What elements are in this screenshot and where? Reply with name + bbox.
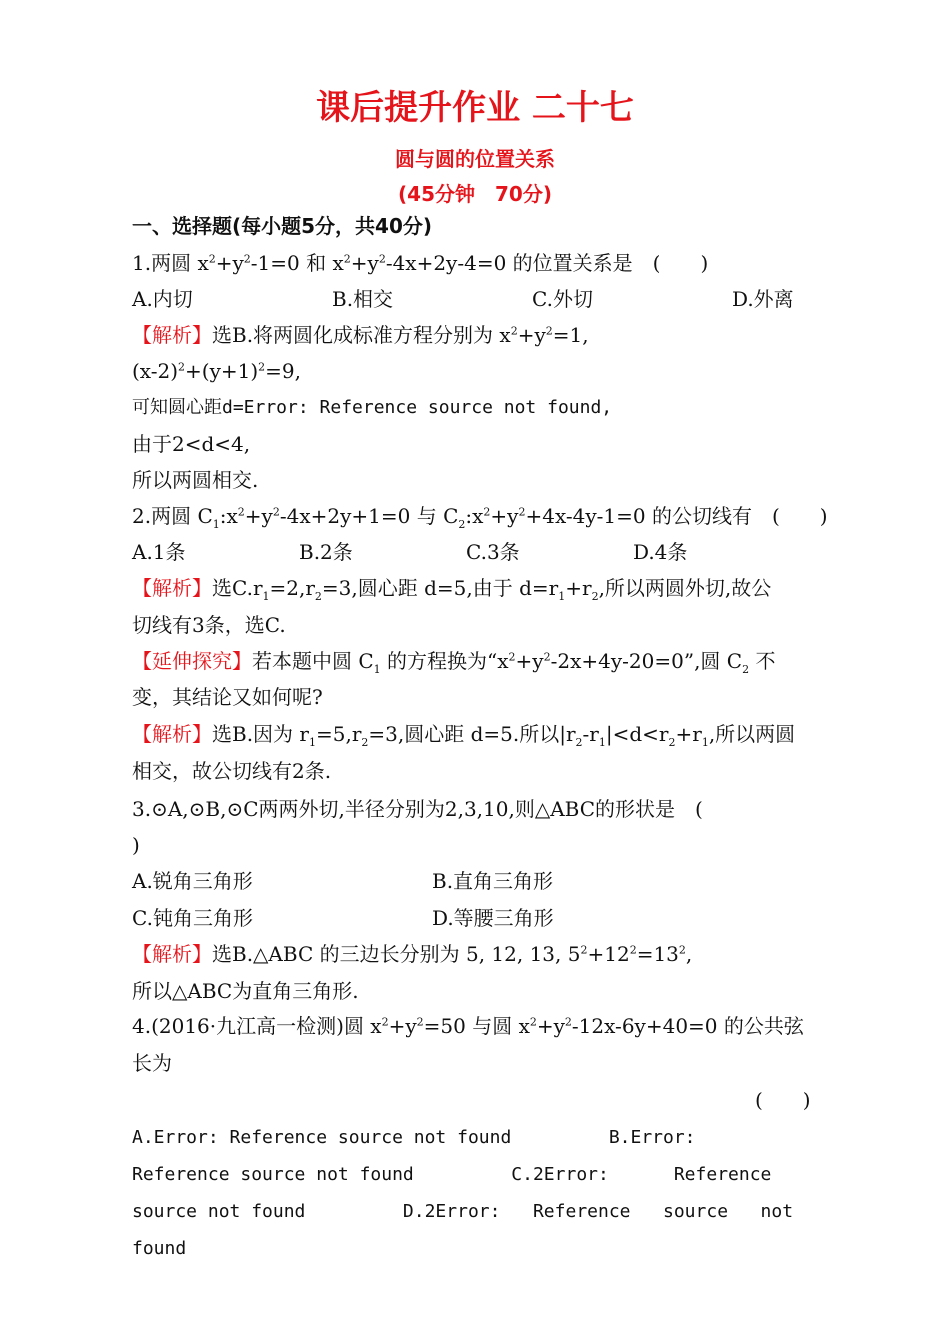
q3-solution-tag: 【解析】 xyxy=(132,942,212,966)
q1-solution-tag: 【解析】 xyxy=(132,323,212,347)
q3-solution-2: 所以△ABC为直角三角形. xyxy=(132,979,359,1003)
q4-options-line-4: found xyxy=(132,1238,187,1259)
q2-option-c[interactable]: C.3条 xyxy=(466,540,520,564)
q1-option-d[interactable]: D.外离 xyxy=(732,287,794,311)
subtitle: 圆与圆的位置关系 xyxy=(395,147,555,171)
q2-extension-solution-tag: 【解析】 xyxy=(132,722,212,746)
q2-solution-1: 【解析】选$C.r_1=2,r_2=3$,圆心距 d=5,由于 $d=r_1+r_2$,所以两圆外切,故公 xyxy=(132,576,772,603)
q2-solution-tag: 【解析】 xyxy=(132,576,212,600)
time-score: (45分钟 70分) xyxy=(398,182,552,206)
q2-extension-1: 【延伸探究】若本题中圆 $C_1$ 的方程换为“$x^2+y^2-2x+4y-20=0$”,圆 $C_2$ 不 xyxy=(132,649,776,676)
q2-extension-tag: 【延伸探究】 xyxy=(132,649,252,673)
q4-stem-2: 长为 xyxy=(132,1051,172,1075)
q2-option-a[interactable]: A.1条 xyxy=(132,540,186,564)
q1-solution-3: 由于2<d<4, xyxy=(132,432,251,456)
q2-extension-solution-1: 【解析】选B.因为 $r_1=5,r_2=3$,圆心距 d=5.所以$|r_2-r_1|<d<r_2+r_1$,所以两圆 xyxy=(132,722,796,749)
q4-answer-paren: ( ) xyxy=(755,1088,811,1112)
q1-solution-2: 可知圆心距d=Error: Reference source not found, xyxy=(132,397,613,418)
q1-stem: 1.两圆 $x^2+y^2-1=0$ 和 $x^2+y^2-4x+2y-4=0$ 的位置关系是 ( ) xyxy=(132,251,709,275)
q2-stem: 2.两圆 $C_1:x^2+y^2-4x+2y+1=0$ 与 $C_2:x^2+y^2+4x-4y-1=0$ 的公切线有 ( ) xyxy=(132,504,828,531)
page-title: 课后提升作业 二十七 xyxy=(316,88,634,128)
q3-option-c[interactable]: C.钝角三角形 xyxy=(132,906,253,930)
q1-option-b[interactable]: B.相交 xyxy=(332,287,394,311)
q3-option-a[interactable]: A.锐角三角形 xyxy=(132,869,253,893)
q2-extension-2: 变，其结论又如何呢? xyxy=(132,685,323,709)
q4-options-line-1: A.Error: Reference source not found B.Error: xyxy=(132,1127,696,1148)
q3-stem: 3.⊙A,⊙B,⊙C两两外切,半径分别为2,3,10,则△ABC的形状是 ( xyxy=(132,797,703,821)
q2-solution-2: 切线有3条，选C. xyxy=(132,613,286,637)
q4-options-line-3: source not found D.2Error: Reference source not xyxy=(132,1201,794,1222)
q4-options-line-2: Reference source not found C.2Error: Reference xyxy=(132,1164,772,1185)
q3-solution-1: 【解析】选B.△ABC 的三边长分别为 5, 12, 13, $5^2+12^2=13^2$, xyxy=(132,942,693,966)
q1-solution-4: 所以两圆相交. xyxy=(132,468,259,492)
q3-stem-paren: ) xyxy=(132,833,140,857)
q2-extension-solution-2: 相交，故公切线有2条. xyxy=(132,759,332,783)
q1-solution-eq: $(x-2)^2+(y+1)^2=9$, xyxy=(132,359,302,383)
q1-option-a[interactable]: A.内切 xyxy=(132,287,193,311)
q2-option-b[interactable]: B.2条 xyxy=(299,540,353,564)
q3-option-d[interactable]: D.等腰三角形 xyxy=(432,906,554,930)
q2-option-d[interactable]: D.4条 xyxy=(633,540,688,564)
q3-option-b[interactable]: B.直角三角形 xyxy=(432,869,554,893)
q1-solution-1: 【解析】选B.将两圆化成标准方程分别为 $x^2+y^2=1$, xyxy=(132,323,589,347)
q1-option-c[interactable]: C.外切 xyxy=(532,287,593,311)
q4-stem: 4.(2016·九江高一检测)圆 $x^2+y^2=50$ 与圆 $x^2+y^2-12x-6y+40=0$ 的公共弦 xyxy=(132,1014,804,1038)
section-heading: 一、选择题(每小题5分，共40分) xyxy=(132,214,433,238)
